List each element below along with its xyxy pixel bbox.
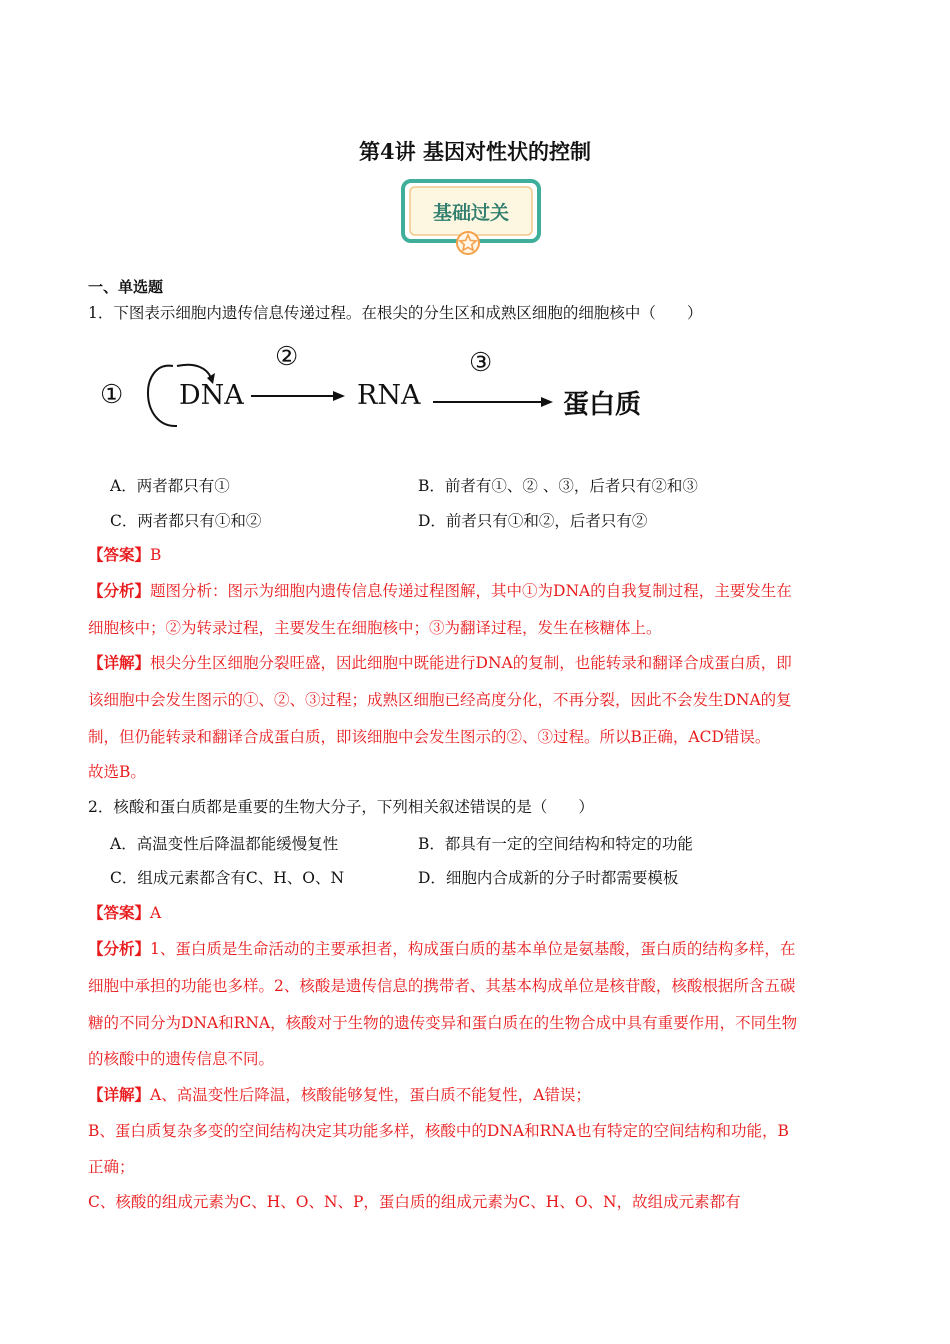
question-1-stem: 1．下图表示细胞内遗传信息传递过程。在根尖的分生区和成熟区细胞的细胞核中（ ） xyxy=(88,304,703,322)
gene-expression-diagram xyxy=(95,338,675,438)
q1-option-d: D．前者只有①和②，后者只有② xyxy=(418,512,648,530)
process-1-label: ① xyxy=(100,380,124,410)
q2-analysis-line-1 xyxy=(88,937,795,959)
q1-option-c: C．两者都只有①和② xyxy=(110,512,262,530)
q1-analysis-line-2: 细胞核中；②为转录过程，主要发生在细胞核中；③为翻译过程，发生在核糖体上。 xyxy=(88,619,662,637)
q2-option-a: A．高温变性后降温都能缓慢复性 xyxy=(110,835,339,853)
section-heading: 一、单选题 xyxy=(88,278,164,296)
rna-label: RNA xyxy=(357,380,421,411)
q2-detail-line-2: B、蛋白质复杂多变的空间结构决定其功能多样，核酸中的DNA和RNA也有特定的空间结构和功能，B xyxy=(88,1122,789,1140)
process-3-label: ③ xyxy=(469,348,493,378)
detail-tag: 【详解】 xyxy=(88,1085,151,1104)
q1-answer xyxy=(88,543,161,565)
q2-detail-line-1 xyxy=(88,1083,591,1105)
q2-analysis-line-4: 的核酸中的遗传信息不同。 xyxy=(88,1050,275,1068)
q1-option-b: B．前者有①、② 、③，后者只有②和③ xyxy=(418,477,698,495)
q1-option-a: A．两者都只有① xyxy=(110,477,230,495)
section-badge xyxy=(400,178,542,256)
q2-detail-line-4: C、核酸的组成元素为C、H、O、N、P，蛋白质的组成元素为C、H、O、N，故组成元素都有 xyxy=(88,1193,741,1211)
analysis-text: 1、蛋白质是生命活动的主要承担者，构成蛋白质的基本单位是氨基酸，蛋白质的结构多样，在 xyxy=(150,940,796,958)
answer-value: B xyxy=(150,546,162,564)
q1-detail-line-2: 该细胞中会发生图示的①、②、③过程；成熟区细胞已经高度分化，不再分裂，因此不会发生DNA的复 xyxy=(88,691,792,709)
answer-tag: 【答案】 xyxy=(88,903,151,922)
q1-analysis-line-1 xyxy=(88,579,792,601)
analysis-text: 题图分析：图示为细胞内遗传信息传递过程图解，其中①为DNA的自我复制过程，主要发生在 xyxy=(150,582,792,600)
answer-value: A xyxy=(150,904,162,922)
analysis-tag: 【分析】 xyxy=(88,581,151,600)
q2-analysis-line-2: 细胞中承担的功能也多样。2、核酸是遗传信息的携带者、其基本构成单位是核苷酸，核酸根据所含五碳 xyxy=(88,977,796,995)
q2-option-d: D．细胞内合成新的分子时都需要模板 xyxy=(418,869,679,887)
badge-label: 基础过关 xyxy=(432,202,509,224)
protein-label: 蛋白质 xyxy=(563,390,642,420)
detail-tag: 【详解】 xyxy=(88,653,151,672)
q1-detail-line-4: 故选B。 xyxy=(88,763,146,781)
analysis-tag: 【分析】 xyxy=(88,939,151,958)
q2-analysis-line-3: 糖的不同分为DNA和RNA，核酸对于生物的遗传变异和蛋白质在的生物合成中具有重要作用，不同生物 xyxy=(88,1014,798,1032)
question-2-stem: 2．核酸和蛋白质都是重要的生物大分子，下列相关叙述错误的是（ ） xyxy=(88,798,594,816)
dna-label: DNA xyxy=(179,380,244,411)
detail-text: 根尖分生区细胞分裂旺盛，因此细胞中既能进行DNA的复制，也能转录和翻译合成蛋白质，即 xyxy=(150,654,792,672)
q2-answer xyxy=(88,901,161,923)
q1-detail-line-3: 制，但仍能转录和翻译合成蛋白质，即该细胞中会发生图示的②、③过程。所以B正确，ACD错误。 xyxy=(88,728,771,746)
q1-detail-line-1 xyxy=(88,651,792,673)
process-2-label: ② xyxy=(275,342,299,372)
q2-detail-line-3: 正确； xyxy=(88,1158,135,1176)
q2-option-c: C．组成元素都含有C、H、O、N xyxy=(110,869,345,887)
page-title: 第4讲 基因对性状的控制 xyxy=(359,139,591,164)
detail-text: A、高温变性后降温，核酸能够复性，蛋白质不能复性，A错误； xyxy=(150,1086,591,1104)
q2-option-b: B．都具有一定的空间结构和特定的功能 xyxy=(418,835,693,853)
answer-tag: 【答案】 xyxy=(88,545,151,564)
